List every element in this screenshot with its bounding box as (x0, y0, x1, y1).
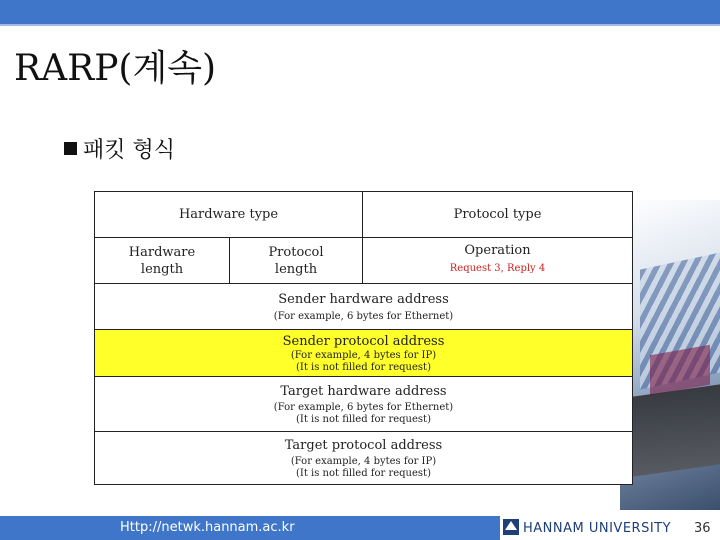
target-hardware-note1: (For example, 6 bytes for Ethernet) (273, 401, 454, 413)
decorative-photo (620, 200, 720, 510)
operation-cell (363, 238, 632, 283)
protocol-type-cell (363, 192, 632, 237)
protocol-length-cell (230, 238, 363, 283)
bullet-item (64, 133, 175, 164)
slide-title: RARP(계속) (14, 48, 217, 89)
packet-row-sender-protocol (95, 330, 632, 377)
sender-hardware-title: Sender hardware address (278, 291, 449, 307)
page-number: 36 (694, 521, 711, 536)
sender-protocol-title: Sender protocol address (282, 333, 445, 349)
hardware-length-line2: length (140, 261, 184, 277)
hardware-length-cell (95, 238, 230, 283)
hardware-type-cell (95, 192, 363, 237)
packet-row-lengths (95, 238, 632, 284)
top-banner (0, 0, 720, 24)
footer-url[interactable]: Http://netwk.hannam.ac.kr (120, 520, 295, 535)
hardware-length-line1: Hardware (128, 244, 196, 260)
university-logo-icon (503, 519, 519, 535)
operation-label: Operation (464, 243, 531, 258)
target-protocol-note2: (It is not filled for request) (296, 467, 431, 479)
packet-row-sender-hardware (95, 284, 632, 330)
sender-protocol-note2: (It is not filled for request) (296, 361, 431, 373)
operation-note: Request 3, Reply 4 (449, 263, 546, 274)
target-hardware-title: Target hardware address (280, 383, 447, 399)
top-divider (0, 24, 720, 26)
packet-format-table (94, 191, 633, 485)
packet-row-target-hardware (95, 377, 632, 432)
square-bullet-icon (64, 142, 77, 155)
target-hardware-note2: (It is not filled for request) (296, 413, 431, 425)
sender-protocol-note1: (For example, 4 bytes for IP) (290, 349, 437, 361)
university-name: HANNAM UNIVERSITY (523, 521, 672, 536)
hardware-type-label: Hardware type (178, 207, 279, 222)
bullet-text: 패킷 형식 (83, 138, 176, 163)
packet-row-types (95, 192, 632, 238)
target-protocol-note1: (For example, 4 bytes for IP) (290, 455, 437, 467)
protocol-length-line2: length (274, 261, 318, 277)
target-protocol-title: Target protocol address (284, 437, 443, 453)
protocol-type-label: Protocol type (453, 207, 542, 222)
packet-row-target-protocol (95, 432, 632, 484)
sender-hardware-note: (For example, 6 bytes for Ethernet) (273, 310, 454, 322)
protocol-length-line1: Protocol (268, 244, 324, 260)
